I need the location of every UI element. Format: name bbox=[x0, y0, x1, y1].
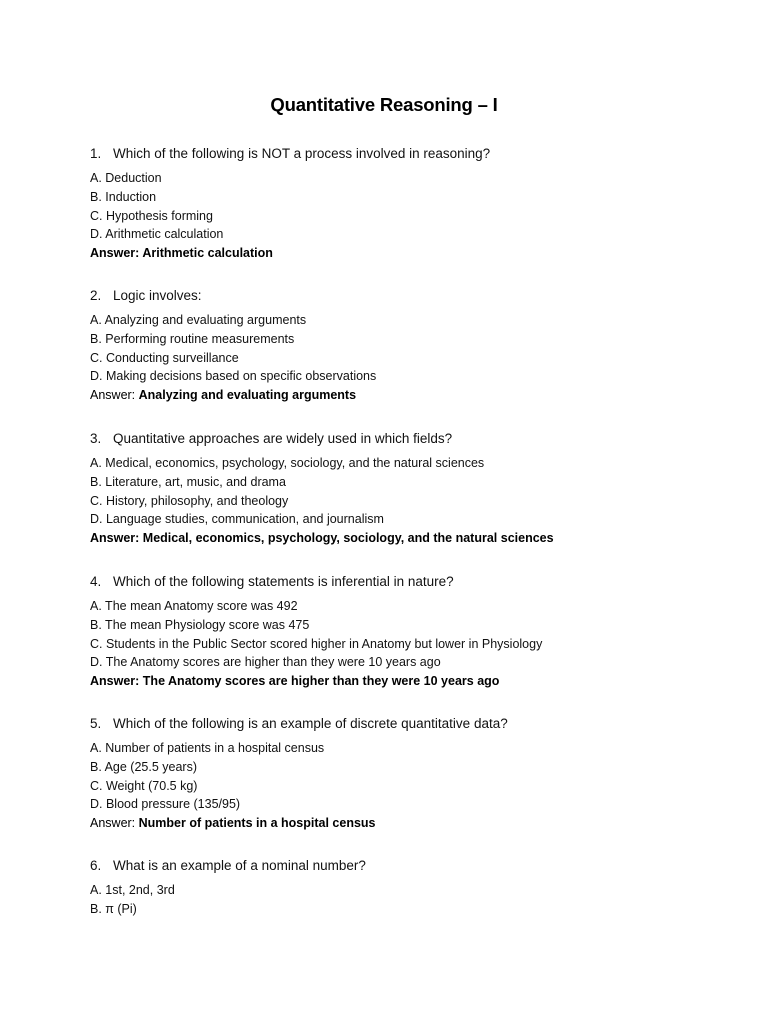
option-a: A. The mean Anatomy score was 492 bbox=[90, 599, 298, 613]
option-a: A. Deduction bbox=[90, 171, 162, 185]
option-a: A. Analyzing and evaluating arguments bbox=[90, 313, 307, 327]
question-text bbox=[90, 145, 710, 163]
answer-line bbox=[90, 244, 710, 263]
question-stem: Logic involves: bbox=[113, 288, 202, 303]
option-a: A. Medical, economics, psychology, sociology, and the natural sciences bbox=[90, 456, 485, 470]
option-d: D. Language studies, communication, and journalism bbox=[90, 512, 384, 527]
question-number: 6. bbox=[90, 858, 102, 873]
answer-value: Arithmetic calculation bbox=[142, 246, 273, 261]
option-c: C. Conducting surveillance bbox=[90, 350, 239, 365]
option-d: D. Arithmetic calculation bbox=[90, 227, 224, 242]
question-stem: Which of the following is an example of discrete quantitative data? bbox=[113, 716, 508, 731]
question-stem: Which of the following statements is inferential in nature? bbox=[113, 574, 454, 589]
question-stem: Which of the following is NOT a process involved in reasoning? bbox=[113, 146, 491, 161]
option-a: A. 1st, 2nd, 3rd bbox=[90, 883, 175, 897]
question-number: 1. bbox=[90, 146, 102, 161]
option-d: D. Making decisions based on specific observations bbox=[90, 369, 377, 384]
answer-line bbox=[90, 529, 710, 548]
answer-label: Answer: bbox=[90, 531, 143, 546]
question-text bbox=[90, 715, 710, 733]
option-c: C. Hypothesis forming bbox=[90, 208, 213, 223]
question-1 bbox=[90, 145, 710, 263]
option-a: A. Number of patients in a hospital census bbox=[90, 741, 325, 755]
answer-label: Answer: bbox=[90, 816, 139, 831]
option-b: B. π (Pi) bbox=[90, 901, 137, 916]
option-b: B. Age (25.5 years) bbox=[90, 759, 198, 774]
answer-value: The Anatomy scores are higher than they were 10 years ago bbox=[142, 674, 500, 689]
answer-value: Medical, economics, psychology, sociology, and the natural sciences bbox=[142, 531, 554, 546]
option-c: C. Students in the Public Sector scored higher in Anatomy but lower in Physiology bbox=[90, 636, 543, 651]
answer-label: Answer: bbox=[90, 388, 139, 403]
question-4 bbox=[90, 573, 710, 691]
question-number: 3. bbox=[90, 431, 102, 446]
question-text bbox=[90, 857, 710, 875]
answer-value: Number of patients in a hospital census bbox=[138, 816, 376, 831]
answer-value: Analyzing and evaluating arguments bbox=[138, 388, 357, 403]
answer-line bbox=[90, 386, 710, 405]
document-title: Quantitative Reasoning – I bbox=[270, 94, 498, 115]
question-text bbox=[90, 287, 710, 305]
answer-label: Answer: bbox=[90, 674, 143, 689]
answer-line bbox=[90, 814, 710, 833]
option-d: D. The Anatomy scores are higher than they were 10 years ago bbox=[90, 655, 441, 670]
answer-label: Answer: bbox=[90, 246, 143, 261]
question-number: 5. bbox=[90, 716, 102, 731]
question-stem: What is an example of a nominal number? bbox=[113, 858, 366, 873]
option-b: B. The mean Physiology score was 475 bbox=[90, 617, 310, 632]
option-b: B. Literature, art, music, and drama bbox=[90, 474, 286, 489]
option-b: B. Induction bbox=[90, 189, 157, 204]
option-c: C. Weight (70.5 kg) bbox=[90, 778, 198, 793]
question-3 bbox=[90, 430, 710, 548]
question-text bbox=[90, 430, 710, 448]
question-stem: Quantitative approaches are widely used in which fields? bbox=[113, 431, 453, 446]
question-number: 2. bbox=[90, 288, 102, 303]
option-c: C. History, philosophy, and theology bbox=[90, 493, 289, 508]
question-5 bbox=[90, 715, 710, 833]
question-2 bbox=[90, 287, 710, 405]
option-b: B. Performing routine measurements bbox=[90, 331, 295, 346]
option-d: D. Blood pressure (135/95) bbox=[90, 797, 241, 812]
question-number: 4. bbox=[90, 574, 102, 589]
question-text bbox=[90, 573, 710, 591]
question-6 bbox=[90, 857, 710, 919]
answer-line bbox=[90, 672, 710, 691]
